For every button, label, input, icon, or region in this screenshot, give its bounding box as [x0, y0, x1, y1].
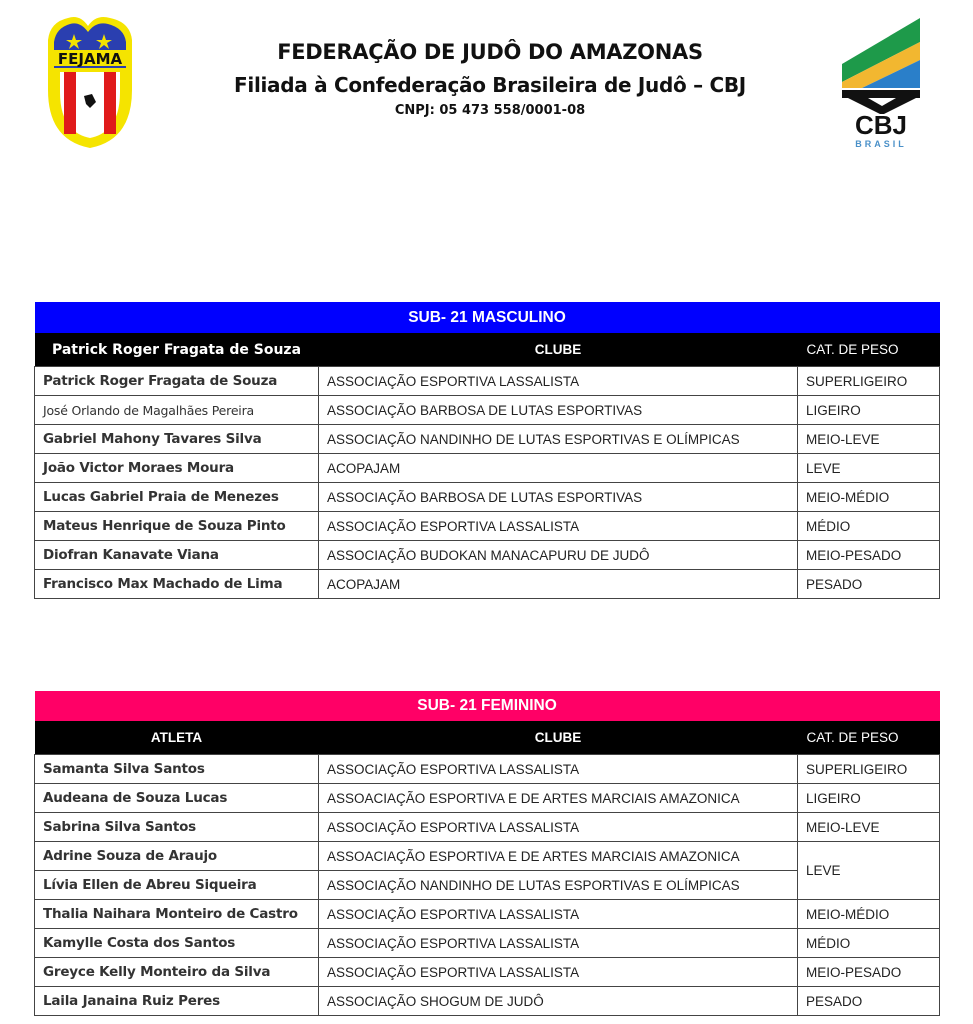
- club-column-header: CLUBE: [319, 333, 798, 367]
- category-cell: MEIO-PESADO: [798, 541, 940, 570]
- club-cell: ACOPAJAM: [319, 454, 798, 483]
- club-cell: ASSOACIAÇÃO ESPORTIVA E DE ARTES MARCIAIS AMAZONICA: [319, 842, 798, 871]
- table-row: [35, 755, 940, 784]
- table-row: [35, 454, 940, 483]
- athlete-column-header: ATLETA: [35, 721, 319, 755]
- table-row: [35, 900, 940, 929]
- fejama-wordmark: FEJAMA: [57, 50, 123, 68]
- cbj-wordmark: CBJ: [854, 110, 908, 140]
- club-cell: ASSOCIAÇÃO ESPORTIVA LASSALISTA: [319, 929, 798, 958]
- club-cell: ASSOCIAÇÃO ESPORTIVA LASSALISTA: [319, 367, 798, 396]
- club-cell: ASSOCIAÇÃO BARBOSA DE LUTAS ESPORTIVAS: [319, 483, 798, 512]
- category-cell: MEIO-MÉDIO: [798, 900, 940, 929]
- club-cell: ASSOCIAÇÃO SHOGUM DE JUDÔ: [319, 987, 798, 1016]
- athlete-cell: Sabrina Silva Santos: [35, 813, 319, 842]
- category-cell: MÉDIO: [798, 929, 940, 958]
- category-cell: MEIO-LEVE: [798, 813, 940, 842]
- cbj-logo: [838, 14, 928, 150]
- category-column-header: CAT. DE PESO: [798, 333, 940, 367]
- athlete-cell: Samanta Silva Santos: [35, 755, 319, 784]
- category-cell: SUPERLIGEIRO: [798, 755, 940, 784]
- club-cell: ASSOCIAÇÃO ESPORTIVA LASSALISTA: [319, 958, 798, 987]
- category-cell: LIGEIRO: [798, 396, 940, 425]
- table-row: [35, 842, 940, 871]
- athlete-cell: Francisco Max Machado de Lima: [35, 570, 319, 599]
- category-cell: PESADO: [798, 570, 940, 599]
- table-row: [35, 483, 940, 512]
- athlete-column-header: Patrick Roger Fragata de Souza: [35, 333, 319, 367]
- club-cell: ASSOCIAÇÃO BUDOKAN MANACAPURU DE JUDÔ: [319, 541, 798, 570]
- category-cell: SUPERLIGEIRO: [798, 367, 940, 396]
- category-cell: MEIO-MÉDIO: [798, 483, 940, 512]
- club-cell: ASSOCIAÇÃO ESPORTIVA LASSALISTA: [319, 900, 798, 929]
- athlete-cell: João Victor Moraes Moura: [35, 454, 319, 483]
- category-cell: PESADO: [798, 987, 940, 1016]
- table-row: [35, 367, 940, 396]
- club-cell: ASSOCIAÇÃO BARBOSA DE LUTAS ESPORTIVAS: [319, 396, 798, 425]
- category-cell: LIGEIRO: [798, 784, 940, 813]
- club-cell: ASSOACIAÇÃO ESPORTIVA E DE ARTES MARCIAIS AMAZONICA: [319, 784, 798, 813]
- table-row: [35, 987, 940, 1016]
- table-row: [35, 425, 940, 454]
- athlete-cell: Lívia Ellen de Abreu Siqueira: [35, 871, 319, 900]
- category-cell: MEIO-PESADO: [798, 958, 940, 987]
- athlete-cell: Patrick Roger Fragata de Souza: [35, 367, 319, 396]
- athlete-cell: Adrine Souza de Araujo: [35, 842, 319, 871]
- category-cell: LEVE: [798, 842, 940, 900]
- club-cell: ASSOCIAÇÃO ESPORTIVA LASSALISTA: [319, 755, 798, 784]
- federation-subtitle: Filiada à Confederação Brasileira de Judô – CBJ: [234, 73, 746, 97]
- table-row: [35, 929, 940, 958]
- club-cell: ASSOCIAÇÃO ESPORTIVA LASSALISTA: [319, 512, 798, 541]
- category-cell: MÉDIO: [798, 512, 940, 541]
- athlete-cell: Greyce Kelly Monteiro da Silva: [35, 958, 319, 987]
- athlete-cell: Thalia Naihara Monteiro de Castro: [35, 900, 319, 929]
- federation-title: FEDERAÇÃO DE JUDÔ DO AMAZONAS: [277, 40, 703, 64]
- cnpj-text: CNPJ: 05 473 558/0001-08: [394, 103, 586, 118]
- athlete-cell: Laila Janaina Ruiz Peres: [35, 987, 319, 1016]
- category-column-header: CAT. DE PESO: [798, 721, 940, 755]
- table-row: [35, 541, 940, 570]
- table-row: [35, 396, 940, 425]
- athlete-cell: Lucas Gabriel Praia de Menezes: [35, 483, 319, 512]
- category-cell: LEVE: [798, 454, 940, 483]
- club-cell: ASSOCIAÇÃO NANDINHO DE LUTAS ESPORTIVAS E OLÍMPICAS: [319, 871, 798, 900]
- table-row: [35, 958, 940, 987]
- female-table: [34, 691, 940, 1016]
- female-band-title: SUB- 21 FEMININO: [35, 691, 940, 721]
- athlete-cell: Gabriel Mahony Tavares Silva: [35, 425, 319, 454]
- table-row: [35, 570, 940, 599]
- athlete-cell: Kamylle Costa dos Santos: [35, 929, 319, 958]
- athlete-cell: Diofran Kanavate Viana: [35, 541, 319, 570]
- athlete-cell: Mateus Henrique de Souza Pinto: [35, 512, 319, 541]
- club-cell: ASSOCIAÇÃO NANDINHO DE LUTAS ESPORTIVAS E OLÍMPICAS: [319, 425, 798, 454]
- table-row: [35, 512, 940, 541]
- club-column-header: CLUBE: [319, 721, 798, 755]
- category-cell: MEIO-LEVE: [798, 425, 940, 454]
- male-table: [34, 302, 940, 599]
- male-band-title: SUB- 21 MASCULINO: [35, 302, 940, 333]
- table-row: [35, 784, 940, 813]
- cbj-brasil-text: BRASIL: [855, 139, 907, 149]
- fejama-logo: [40, 12, 140, 152]
- table-row: [35, 813, 940, 842]
- athlete-cell: José Orlando de Magalhães Pereira: [35, 396, 319, 425]
- club-cell: ACOPAJAM: [319, 570, 798, 599]
- athlete-cell: Audeana de Souza Lucas: [35, 784, 319, 813]
- club-cell: ASSOCIAÇÃO ESPORTIVA LASSALISTA: [319, 813, 798, 842]
